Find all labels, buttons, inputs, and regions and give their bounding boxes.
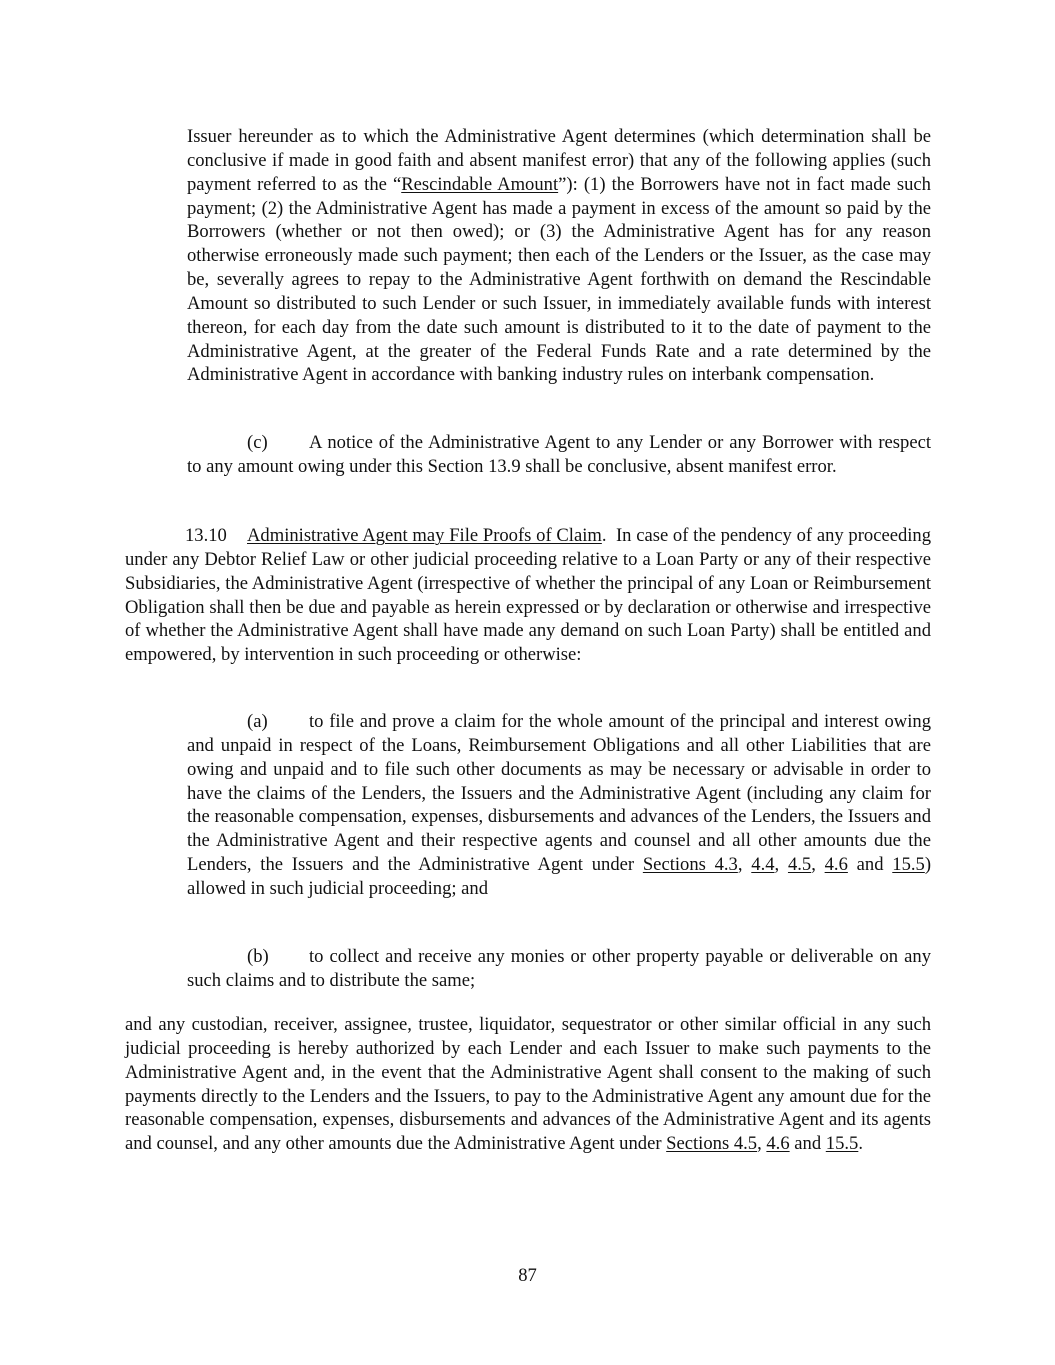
cross-reference: 4.6 <box>766 1133 790 1155</box>
paragraph-text: In case of the pendency of any proceeding under any Debtor Relief Law or other judicial proceeding relative to a Loan Party or any of their respective Subsidiaries, the Administrative Agent (irrespective of whether the principal of any Loan or Reimbursement Obligation shall then be due and payable as herein expressed or by declaration or otherwise and irrespective of whether the Administrative Agent shall have made any demand on such Loan Party) shall be entitled and empowered, by intervention in such proceeding or otherwise: <box>125 525 932 666</box>
paragraph-text: A notice of the Administrative Agent to any Lender or any Borrower with respect to any amount owing under this Section 13.9 shall be conclusive, absent manifest error. <box>187 432 931 477</box>
clause-label-a: (a) <box>247 711 268 732</box>
paragraph-text: to file and prove a claim for the whole amount of the principal and interest owing and unpaid in respect of the Loans, Reimbursement Obligations and all other Liabilities that are owing and unpaid and to file such other documents as may be necessary or advisable in order to have the claims of the Lenders, the Issuers and the Administrative Agent (including any claim for the reasonable compensation, expenses, disbursements and advances of the Lenders, the Issuers and the Administrative Agent and their respective agents and counsel and all other amounts due the Lenders, the Issuers and the Administrative Agent under <box>187 711 931 876</box>
section-heading: Administrative Agent may File Proofs of Claim <box>247 525 602 546</box>
paragraph-text: Issuer hereunder as to which the Administrative Agent determines (which determination shall be conclusive if made in good faith and absent manifest error) that any of the following applies (such payment referred to as the “ <box>187 126 931 195</box>
cross-reference: Sections 4.3 <box>642 854 738 876</box>
paragraph-text: ) allowed in such judicial proceeding; and <box>187 854 932 899</box>
cross-reference: 4.6 <box>824 854 848 876</box>
closing-paragraph: and any custodian, receiver, assignee, trustee, liquidator, sequestrator or other similar official in any such judicial proceeding is hereby authorized by each Lender and each Issuer to make such payments to the Administrative Agent and, in the event that the Administrative Agent shall consent to the making of such payments directly to the Lenders and the Issuers, to pay to the Administrative Agent any amount due for the reasonable compensation, expenses, disbursements and advances of the Administrative Agent and its agents and counsel, and any other amounts due the Administrative Agent under Sections 4.5, 4.6 and 15.5. <box>125 1014 931 1155</box>
defined-term-rescindable-amount: Rescindable Amount <box>401 173 559 195</box>
paragraph-text: and any custodian, receiver, assignee, trustee, liquidator, sequestrator or other similar official in any such judicial proceeding is hereby authorized by each Lender and each Issuer to make such payments to the Administrative Agent and, in the event that the Administrative Agent shall consent to the making of such payments directly to the Lenders and the Issuers, to pay to the Administrative Agent any amount due for the reasonable compensation, expenses, disbursements and advances of the Administrative Agent and its agents and counsel, and any other amounts due the Administrative Agent under <box>125 1014 931 1155</box>
clause-b <box>187 945 931 993</box>
clause-label-b: (b) <box>247 946 269 967</box>
clause-a: (a) to file and prove a claim for the whole amount of the principal and interest owing and unpaid in respect of the Loans, Reimbursement Obligations and all other Liabilities that are owing and unpaid and to file such other documents as may be necessary or advisable in order to have the claims of the Lenders, the Issuers and the Administrative Agent (including any claim for the reasonable compensation, expenses, disbursements and advances of the Lenders, the Issuers and the Administrative Agent and their respective agents and counsel and all other amounts due the Lenders, the Issuers and the Administrative Agent under Sections 4.3, 4.4, 4.5, 4.6 and 15.5) allowed in such judicial proceeding; and <box>187 711 932 899</box>
cross-reference: 15.5 <box>892 854 925 876</box>
cross-reference: 4.4 <box>751 854 775 876</box>
paragraph-b-continued <box>187 125 931 387</box>
cross-reference: 4.5 <box>787 854 812 876</box>
paragraph-c <box>187 431 931 479</box>
cross-reference: 15.5 <box>825 1133 859 1155</box>
paragraph-text: . <box>858 1133 863 1155</box>
cross-reference: Sections 4.5 <box>666 1133 758 1155</box>
clause-label-c: (c) <box>247 432 268 453</box>
section-number: 13.10 <box>185 525 227 546</box>
paragraph-text: to collect and receive any monies or other property payable or deliverable on any such claims and to distribute the same; <box>187 946 931 991</box>
page-number: 87 <box>518 1265 537 1286</box>
heading-period: . <box>601 525 607 546</box>
paragraph-text: ”): (1) the Borrowers have not in fact made such payment; (2) the Administrative Agent has made a payment in excess of the amount so paid by the Borrowers (whether or not then owed); or (3) the Administrative Agent has for any reason otherwise erroneously made such payment; then each of the Lenders or the Issuer, as the case may be, severally agrees to repay to the Administrative Agent forthwith on demand the Rescindable Amount so distributed to such Lender or such Issuer, in immediately available funds with interest thereon, for each day from the date such amount is distributed to it to the date of payment to the Administrative Agent, at the greater of the Federal Funds Rate and a rate determined by the Administrative Agent in accordance with banking industry rules on interbank compensation. <box>187 173 931 386</box>
section-13-10 <box>125 524 931 667</box>
